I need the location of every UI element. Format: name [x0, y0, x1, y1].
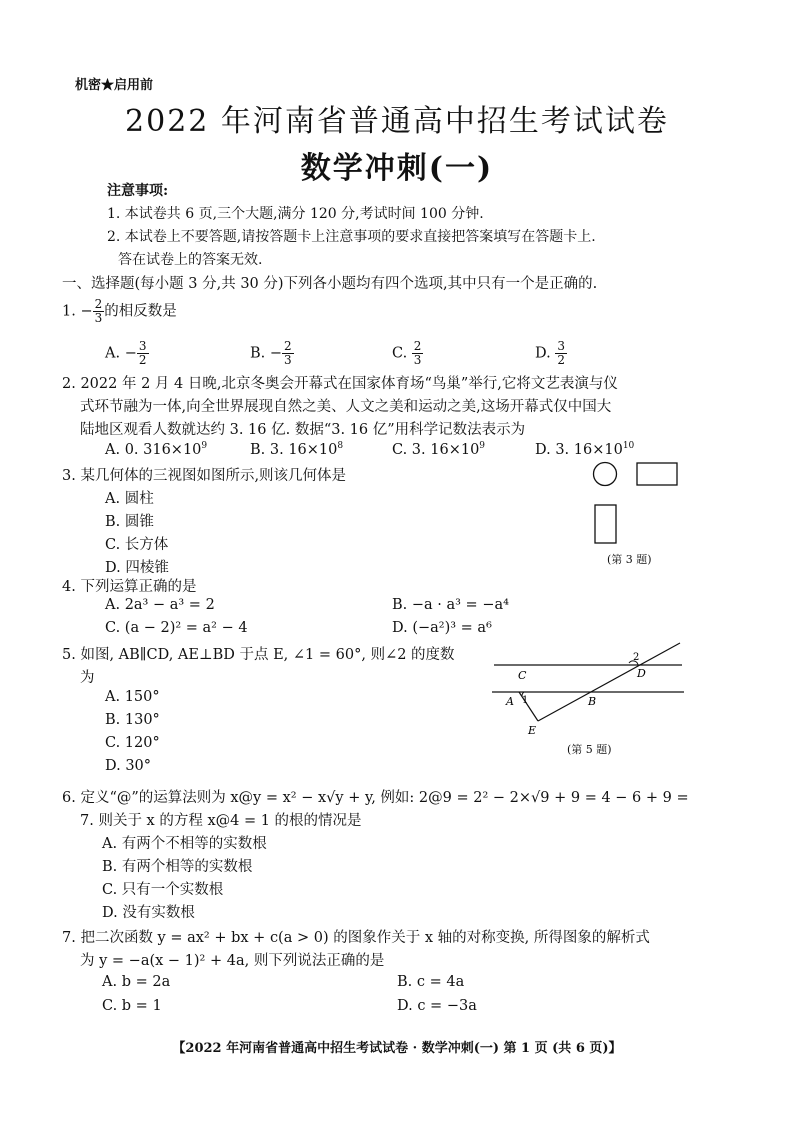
question-7-line-1: 7. 把二次函数 y = ax² + bx + c(a > 0) 的图象作关于 x 轴的对称变换, 所得图象的解析式 — [62, 930, 650, 946]
q3-option-a: A. 圆柱 — [105, 491, 154, 507]
section-1-heading: 一、选择题(每小题 3 分,共 30 分)下列各小题均有四个选项,其中只有一个是正确的. — [62, 276, 598, 292]
q7-option-d: D. c = −3a — [397, 998, 477, 1014]
q4-option-d: D. (−a²)³ = a⁶ — [392, 620, 492, 636]
q2-option-b: B. 3. $16\times 10^8$ — [250, 441, 344, 458]
exam-subtitle: 数学冲刺(一) — [300, 151, 494, 186]
q1-option-a: A. − $\frac{3}{2}$ — [105, 339, 147, 367]
notes-heading: 注意事项: — [107, 183, 169, 199]
note-item-2-continued: 答在试卷上的答案无效. — [118, 252, 263, 268]
note-item-1: 1. 本试卷共 6 页,三个大题,满分 120 分,考试时间 100 分钟. — [107, 206, 484, 222]
label-b: B — [588, 695, 597, 708]
parallel-lines-figure — [488, 635, 693, 740]
q3-option-b: B. 圆锥 — [105, 514, 154, 530]
question-6-line-2: 7. 则关于 x 的方程 x@4 = 1 的根的情况是 — [80, 813, 362, 829]
three-views-figure — [585, 455, 695, 565]
q7-option-c: C. b = 1 — [102, 998, 162, 1014]
q2-option-a: A. 0. $316\times 10^9$ — [105, 441, 208, 458]
label-e: E — [528, 724, 537, 737]
q1-option-c: C. $\frac{2}{3}$ — [392, 339, 422, 367]
exam-title: 2022 年河南省普通高中招生考试试卷 — [125, 104, 669, 139]
q5-option-a: A. 150° — [105, 689, 160, 705]
question-5-line-1: 5. 如图, AB∥CD, AE⊥BD 于点 E, ∠1 = 60°, 则∠2 的度数 — [62, 647, 455, 663]
top-view-circle — [594, 463, 617, 486]
label-d: D — [637, 667, 646, 680]
q1-option-b: B. − $\frac{2}{3}$ — [250, 339, 292, 367]
question-3-stem: 3. 某几何体的三视图如图所示,则该几何体是 — [62, 468, 347, 484]
page-footer: 【2022 年河南省普通高中招生考试试卷 · 数学冲刺(一) 第 1 页 (共 6 页)】 — [172, 1041, 622, 1056]
q6-option-b: B. 有两个相等的实数根 — [102, 859, 253, 875]
q2-option-c: C. 3. $16\times 10^9$ — [392, 441, 486, 458]
q3-option-d: D. 四棱锥 — [105, 560, 169, 576]
question-1-sign: − — [80, 303, 93, 320]
question-5-line-2: 为 — [80, 670, 95, 686]
label-a: A — [506, 695, 514, 708]
question-1-fraction: $\frac{2}{3}$ — [94, 297, 103, 325]
q7-option-b: B. c = 4a — [397, 974, 465, 990]
line-bd — [538, 643, 680, 721]
label-angle-2: 2 — [633, 652, 640, 663]
q4-option-c: C. (a − 2)² = a² − 4 — [105, 620, 248, 636]
question-2-line-3: 陆地区观看人数就达约 3. 16 亿. 数据“3. 16 亿”用科学记数法表示为 — [80, 422, 526, 438]
figure-5-caption: (第 5 题) — [567, 743, 612, 756]
q6-option-c: C. 只有一个实数根 — [102, 882, 224, 898]
figure-3-caption: (第 3 题) — [607, 553, 652, 566]
q2-option-d: D. 3. $16\times 10^{10}$ — [535, 441, 635, 458]
question-1 — [62, 298, 177, 325]
question-4-stem: 4. 下列运算正确的是 — [62, 579, 197, 595]
q4-option-b: B. −a · a³ = −a⁴ — [392, 597, 509, 613]
note-item-2: 2. 本试卷上不要答题,请按答题卡上注意事项的要求直接把答案填写在答题卡上. — [107, 229, 596, 245]
question-2-line-1: 2. 2022 年 2 月 4 日晚,北京冬奥会开幕式在国家体育场“鸟巢”举行,它将文艺表演与仪 — [62, 376, 618, 392]
label-c: C — [518, 669, 527, 682]
front-view-rectangle — [637, 463, 677, 485]
q5-option-c: C. 120° — [105, 735, 160, 751]
question-6-line-1: 6. 定义“@”的运算法则为 x@y = x² − x√y + y, 例如: 2@9 = 2² − 2×√9 + 9 = 4 − 6 + 9 = — [62, 790, 689, 806]
question-1-stem: 的相反数是 — [104, 303, 177, 320]
q4-option-a: A. 2a³ − a³ = 2 — [105, 597, 215, 613]
q1-option-d: D. $\frac{3}{2}$ — [535, 339, 565, 367]
q6-option-d: D. 没有实数根 — [102, 905, 195, 921]
q6-option-a: A. 有两个不相等的实数根 — [102, 836, 267, 852]
question-2-line-2: 式环节融为一体,向全世界展现自然之美、人文之美和运动之美,这场开幕式仅中国大 — [80, 399, 612, 415]
q5-option-b: B. 130° — [105, 712, 160, 728]
side-view-rectangle — [595, 505, 616, 543]
confidential-mark: 机密★启用前 — [75, 78, 154, 93]
q5-option-d: D. 30° — [105, 758, 152, 774]
q3-option-c: C. 长方体 — [105, 537, 169, 553]
question-1-number: 1. — [62, 303, 76, 320]
question-7-line-2: 为 y = −a(x − 1)² + 4a, 则下列说法正确的是 — [80, 953, 385, 969]
label-angle-1: 1 — [522, 695, 529, 706]
q7-option-a: A. b = 2a — [102, 974, 171, 990]
